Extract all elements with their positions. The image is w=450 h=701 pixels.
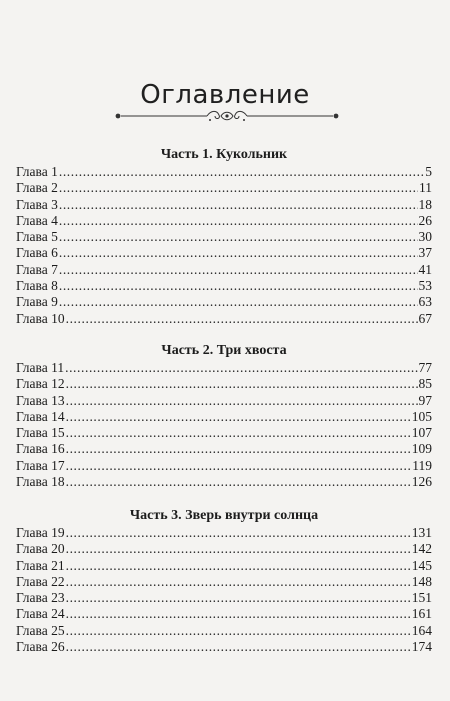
toc-list xyxy=(16,164,432,327)
chapter-label: Глава 8 xyxy=(16,278,58,294)
chapter-label: Глава 20 xyxy=(16,541,65,557)
dot-leader xyxy=(66,590,411,606)
toc-entry xyxy=(16,409,432,425)
page-number: 63 xyxy=(418,294,432,310)
toc-entry xyxy=(16,623,432,639)
page-number: 53 xyxy=(418,278,432,294)
chapter-label: Глава 3 xyxy=(16,196,58,212)
page-number: 164 xyxy=(411,622,432,638)
toc-entry xyxy=(16,294,432,310)
dot-leader xyxy=(66,409,411,425)
toc-part-2 xyxy=(16,342,432,490)
toc-entry xyxy=(16,590,432,606)
chapter-label: Глава 5 xyxy=(16,229,58,245)
toc-entry xyxy=(16,441,432,457)
chapter-label: Глава 17 xyxy=(16,457,65,473)
chapter-label: Глава 16 xyxy=(16,441,65,457)
toc-entry xyxy=(16,197,432,213)
dot-leader xyxy=(66,425,411,441)
toc-entry xyxy=(16,245,432,261)
chapter-label: Глава 26 xyxy=(16,639,65,655)
dot-leader xyxy=(59,197,418,213)
page-number: 105 xyxy=(411,408,432,424)
chapter-label: Глава 1 xyxy=(16,164,58,179)
chapter-label: Глава 4 xyxy=(16,212,58,228)
page-number: 126 xyxy=(411,474,432,490)
chapter-label: Глава 19 xyxy=(16,525,65,540)
page-number: 37 xyxy=(418,245,432,261)
toc-entry xyxy=(16,360,432,376)
toc-entry xyxy=(16,558,432,574)
toc-entry xyxy=(16,525,432,541)
toc-entry xyxy=(16,393,432,409)
chapter-label: Глава 23 xyxy=(16,590,65,606)
dot-leader xyxy=(66,606,411,622)
page-number: 77 xyxy=(418,360,432,375)
page-number: 18 xyxy=(418,196,432,212)
toc-entry xyxy=(16,376,432,392)
toc-entry xyxy=(16,606,432,622)
dot-leader xyxy=(66,541,411,557)
page-number: 161 xyxy=(411,606,432,622)
chapter-label: Глава 12 xyxy=(16,376,65,392)
chapter-label: Глава 7 xyxy=(16,261,58,277)
toc-entry xyxy=(16,164,432,180)
toc-list xyxy=(16,525,432,655)
dot-leader xyxy=(66,311,418,327)
chapter-label: Глава 14 xyxy=(16,408,65,424)
chapter-label: Глава 9 xyxy=(16,294,58,310)
chapter-label: Глава 13 xyxy=(16,392,65,408)
page-number: 151 xyxy=(411,590,432,606)
page-number: 85 xyxy=(418,376,432,392)
page-number: 145 xyxy=(411,557,432,573)
chapter-label: Глава 18 xyxy=(16,474,65,490)
dot-leader xyxy=(66,623,411,639)
toc-entry xyxy=(16,180,432,196)
chapter-label: Глава 22 xyxy=(16,573,65,589)
page-number: 5 xyxy=(425,164,432,179)
chapter-label: Глава 6 xyxy=(16,245,58,261)
toc-entry xyxy=(16,229,432,245)
page-number: 11 xyxy=(419,180,432,196)
toc-entry xyxy=(16,639,432,655)
dot-leader xyxy=(66,393,418,409)
page-title: Оглавление xyxy=(140,80,310,110)
chapter-label: Глава 11 xyxy=(16,360,65,375)
dot-leader xyxy=(66,441,411,457)
toc-entry xyxy=(16,458,432,474)
dot-leader xyxy=(59,262,418,278)
dot-leader xyxy=(66,525,411,541)
page-number: 131 xyxy=(411,525,432,540)
page-number: 97 xyxy=(418,392,432,408)
page-number: 142 xyxy=(411,541,432,557)
chapter-label: Глава 10 xyxy=(16,310,65,326)
page-number: 30 xyxy=(418,229,432,245)
toc-list xyxy=(16,360,432,490)
toc-entry xyxy=(16,541,432,557)
ornament-divider-icon xyxy=(111,108,343,124)
dot-leader xyxy=(59,245,418,261)
page-number: 107 xyxy=(411,425,432,441)
part-title: Часть 3. Зверь внутри солнца xyxy=(129,508,319,523)
toc-entry xyxy=(16,574,432,590)
dot-leader xyxy=(59,229,418,245)
toc-entry xyxy=(16,474,432,490)
page-number: 41 xyxy=(418,261,432,277)
page-number: 148 xyxy=(411,573,432,589)
toc-entry xyxy=(16,311,432,327)
dot-leader xyxy=(66,558,411,574)
dot-leader xyxy=(66,474,411,490)
part-title: Часть 2. Три хвоста xyxy=(161,343,287,358)
part-title: Часть 1. Кукольник xyxy=(160,147,288,162)
toc-part-1 xyxy=(16,146,432,327)
page-number: 119 xyxy=(412,457,432,473)
toc-entry xyxy=(16,278,432,294)
dot-leader xyxy=(66,458,412,474)
chapter-label: Глава 21 xyxy=(16,557,65,573)
toc-part-3 xyxy=(16,507,432,655)
dot-leader xyxy=(66,639,411,655)
page-number: 67 xyxy=(418,310,432,326)
chapter-label: Глава 25 xyxy=(16,622,65,638)
dot-leader xyxy=(59,164,424,180)
toc-entry xyxy=(16,425,432,441)
dot-leader xyxy=(59,278,418,294)
page-number: 174 xyxy=(411,639,432,655)
page-number: 26 xyxy=(418,212,432,228)
chapter-label: Глава 24 xyxy=(16,606,65,622)
toc-entry xyxy=(16,213,432,229)
chapter-label: Глава 15 xyxy=(16,425,65,441)
dot-leader xyxy=(65,360,417,376)
dot-leader xyxy=(66,574,411,590)
dot-leader xyxy=(59,213,418,229)
dot-leader xyxy=(59,294,418,310)
dot-leader xyxy=(66,376,418,392)
toc-entry xyxy=(16,262,432,278)
page-number: 109 xyxy=(411,441,432,457)
chapter-label: Глава 2 xyxy=(16,180,58,196)
dot-leader xyxy=(59,180,418,196)
